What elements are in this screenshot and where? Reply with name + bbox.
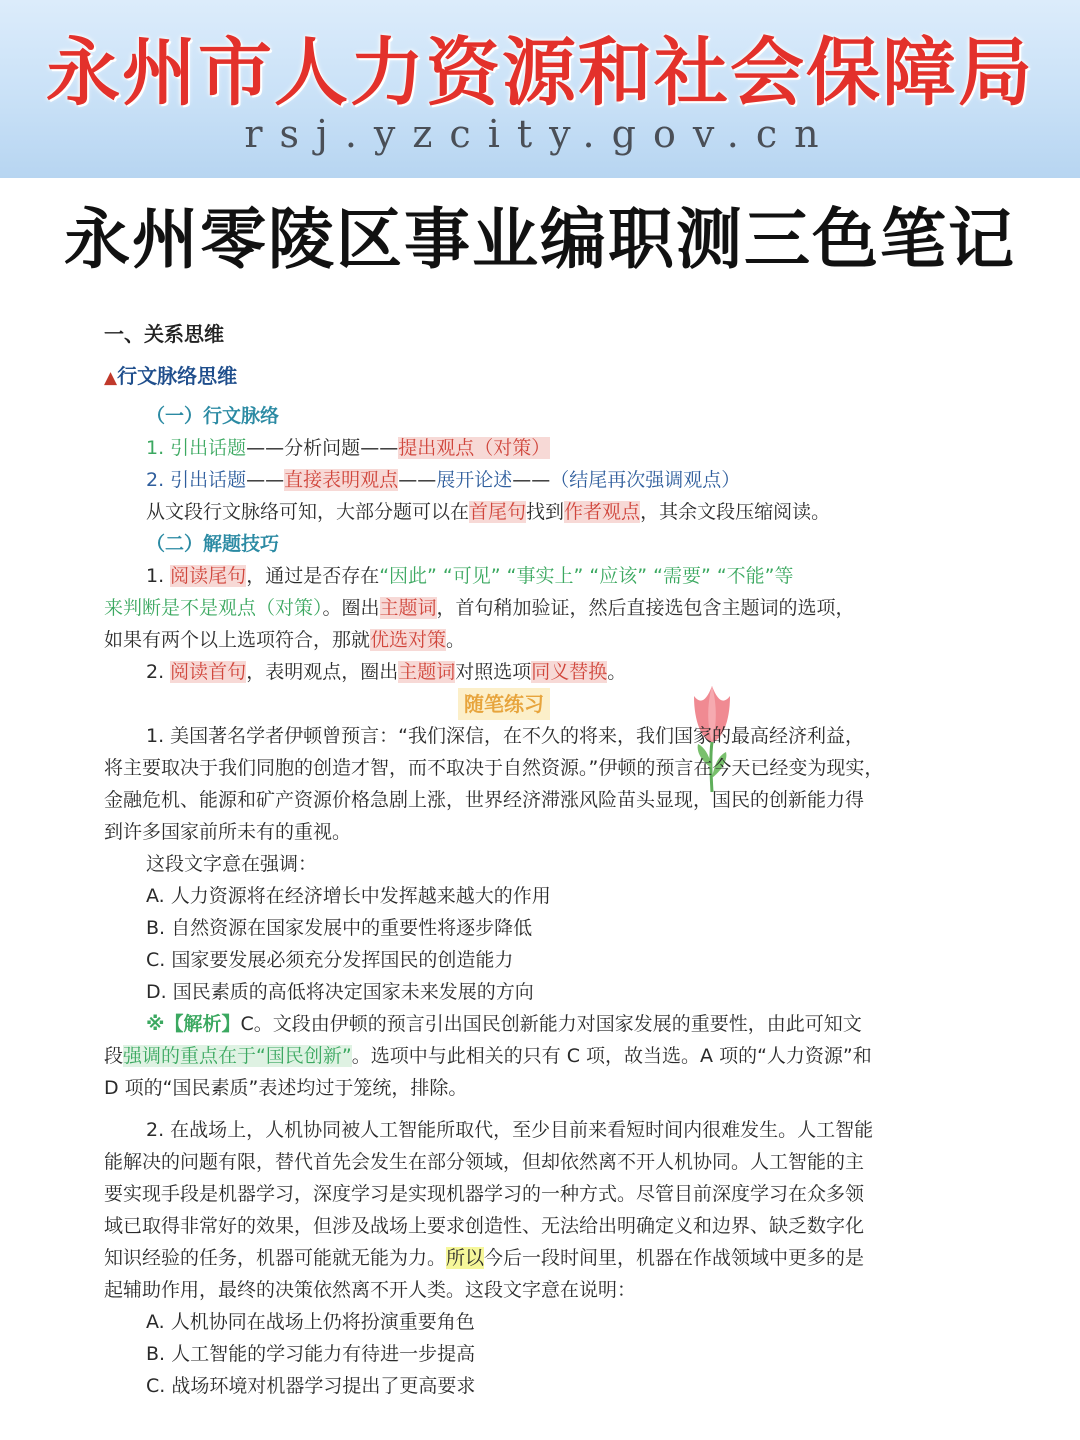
q1-prompt: 这段文字意在强调： (146, 853, 318, 875)
analysis-mark: ※【解析】 (146, 1013, 241, 1035)
analysis-text-1: C。文段由伊顿的预言引出国民创新能力对国家发展的重要性，由此可知文 (240, 1013, 862, 1035)
tip-1-i: 。 (446, 629, 466, 651)
q2-line-6: 起辅助作用，最终的决策依然离不开人类。这段文字意在说明： (104, 1279, 637, 1301)
summary-b: 首尾句 (469, 501, 527, 523)
tip-2-a: 阅读首句 (170, 661, 247, 683)
tip-2-d: 对照选项 (455, 661, 532, 683)
q1-line: 金融危机、能源和矿产资源价格急剧上涨，世界经济滞涨风险苗头显现，国民的创新能力得 (104, 789, 865, 811)
section-heading: 一、关系思维 (104, 322, 224, 346)
flow-summary (104, 496, 904, 528)
flow-2-sep1: —— (246, 469, 285, 491)
flow-1-sep1: —— (246, 437, 285, 459)
tip-1-h: 优选对策 (370, 629, 447, 651)
q2-5c: 今后一段时间里，机器在作战领域中更多的是 (484, 1247, 865, 1269)
flow-1-sep2: —— (360, 437, 399, 459)
tip-2 (104, 656, 904, 688)
q2-line: 2. 在战场上，人机协同被人工智能所取代，至少目前来看短时间内很难发生。人工智能 (146, 1119, 874, 1141)
q1-analysis-line-3: D 项的“国民素质”表述均过于笼统，排除。 (104, 1077, 468, 1099)
analysis-2b: 强调的重点在于“国民创新” (123, 1045, 352, 1067)
tip-1-f: ，首句稍加验证，然后直接选包含主题词的选项， (436, 597, 855, 619)
q2-option-c: C. 战场环境对机器学习提出了更高要求 (146, 1375, 476, 1397)
tip-2-c: 主题词 (398, 661, 456, 683)
tip-2-b: ，表明观点，圈出 (246, 661, 399, 683)
q1-analysis-line-2 (104, 1040, 904, 1072)
subheading (104, 360, 904, 392)
flow-2-sep3: —— (512, 469, 551, 491)
tip-2-f: 。 (607, 661, 627, 683)
tip-1-c: 来判断是不是观点（对策） (104, 597, 323, 619)
q1-option-c: C. 国家要发展必须充分发挥国民的创造能力 (146, 949, 514, 971)
tip-1-g: 如果有两个以上选项符合，那就 (104, 629, 371, 651)
summary-e: ，其余文段压缩阅读。 (640, 501, 831, 523)
page-title: 永州零陵区事业编职测三色笔记 (64, 201, 1016, 278)
q1-option-d: D. 国民素质的高低将决定国家未来发展的方向 (146, 981, 534, 1003)
flow-2-intro: 2. 引出话题 (146, 469, 247, 491)
q1-analysis-line-1 (104, 1008, 904, 1040)
flow-2-view: 直接表明观点 (284, 469, 399, 491)
analysis-2c: 。选项中与此相关的只有 C 项，故当选。A 项的“人力资源”和 (351, 1045, 872, 1067)
agency-name: 永州市人力资源和社会保障局 (46, 30, 1034, 116)
tip-1-d: 。圈出 (322, 597, 380, 619)
q1-line: 到许多国家前所未有的重视。 (104, 821, 352, 843)
q2-line: 要实现手段是机器学习，深度学习是实现机器学习的一种方式。尽管目前深度学习在众多领 (104, 1183, 865, 1205)
tip-1-num: 1. (146, 565, 171, 587)
part1-title: （一）行文脉络 (146, 405, 280, 427)
agency-url: rsj.yzcity.gov.cn (244, 112, 836, 156)
flow-1-intro: 1. 引出话题 (146, 437, 247, 459)
q2-line-5 (104, 1242, 904, 1274)
tip-2-e: 同义替换 (531, 661, 608, 683)
flow-1-view: 提出观点（对策） (398, 437, 551, 459)
tip-1-line-3 (104, 624, 904, 656)
flow-line-1 (104, 432, 904, 464)
flow-line-2 (104, 464, 904, 496)
tip-1-words: “因此” “可见” “事实上” “应该” “需要” “不能”等 (379, 565, 794, 587)
flow-1-analysis: 分析问题 (284, 437, 361, 459)
analysis-2a: 段 (104, 1045, 124, 1067)
q1-option-a: A. 人力资源将在经济增长中发挥越来越大的作用 (146, 885, 551, 907)
q2-option-a: A. 人机协同在战场上仍将扮演重要角色 (146, 1311, 475, 1333)
subheading-text: 行文脉络思维 (117, 364, 238, 388)
q1-line: 1. 美国著名学者伊顿曾预言：“我们深信，在不久的将来，我们国家的最高经济利益， (146, 725, 865, 747)
notes-document (104, 318, 904, 1402)
q1-line: 将主要取决于我们同胞的创造才智，而不取决于自然资源。”伊顿的预言在今天已经变为现实， (104, 757, 884, 779)
flow-2-end: （结尾再次强调观点） (550, 469, 741, 491)
part2-title: （二）解题技巧 (146, 533, 280, 555)
practice-label-row (104, 688, 904, 720)
flow-2-sep2: —— (398, 469, 437, 491)
summary-c: 找到 (526, 501, 565, 523)
tip-1-a: 阅读尾句 (170, 565, 247, 587)
summary-d: 作者观点 (564, 501, 641, 523)
q2-line: 能解决的问题有限，替代首先会发生在部分领域，但却依然离不开人机协同。人工智能的主 (104, 1151, 865, 1173)
q1-option-b: B. 自然资源在国家发展中的重要性将逐步降低 (146, 917, 533, 939)
practice-label: 随笔练习 (458, 688, 550, 720)
flow-2-argue: 展开论述 (436, 469, 513, 491)
q2-5b: 所以 (446, 1247, 485, 1269)
tip-2-num: 2. (146, 661, 171, 683)
summary-a: 从文段行文脉络可知，大部分题可以在 (146, 501, 470, 523)
tip-1-line-2 (104, 592, 904, 624)
q2-5a: 知识经验的任务，机器可能就无能为力。 (104, 1247, 447, 1269)
q2-option-b: B. 人工智能的学习能力有待进一步提高 (146, 1343, 476, 1365)
tip-1-e: 主题词 (379, 597, 437, 619)
tip-1-line-1 (104, 560, 904, 592)
triangle-icon: ▲ (104, 368, 118, 388)
tip-1-b: ，通过是否存在 (246, 565, 380, 587)
agency-banner (0, 0, 1080, 178)
q2-line: 域已取得非常好的效果，但涉及战场上要求创造性、无法给出明确定义和边界、缺乏数字化 (104, 1215, 865, 1237)
